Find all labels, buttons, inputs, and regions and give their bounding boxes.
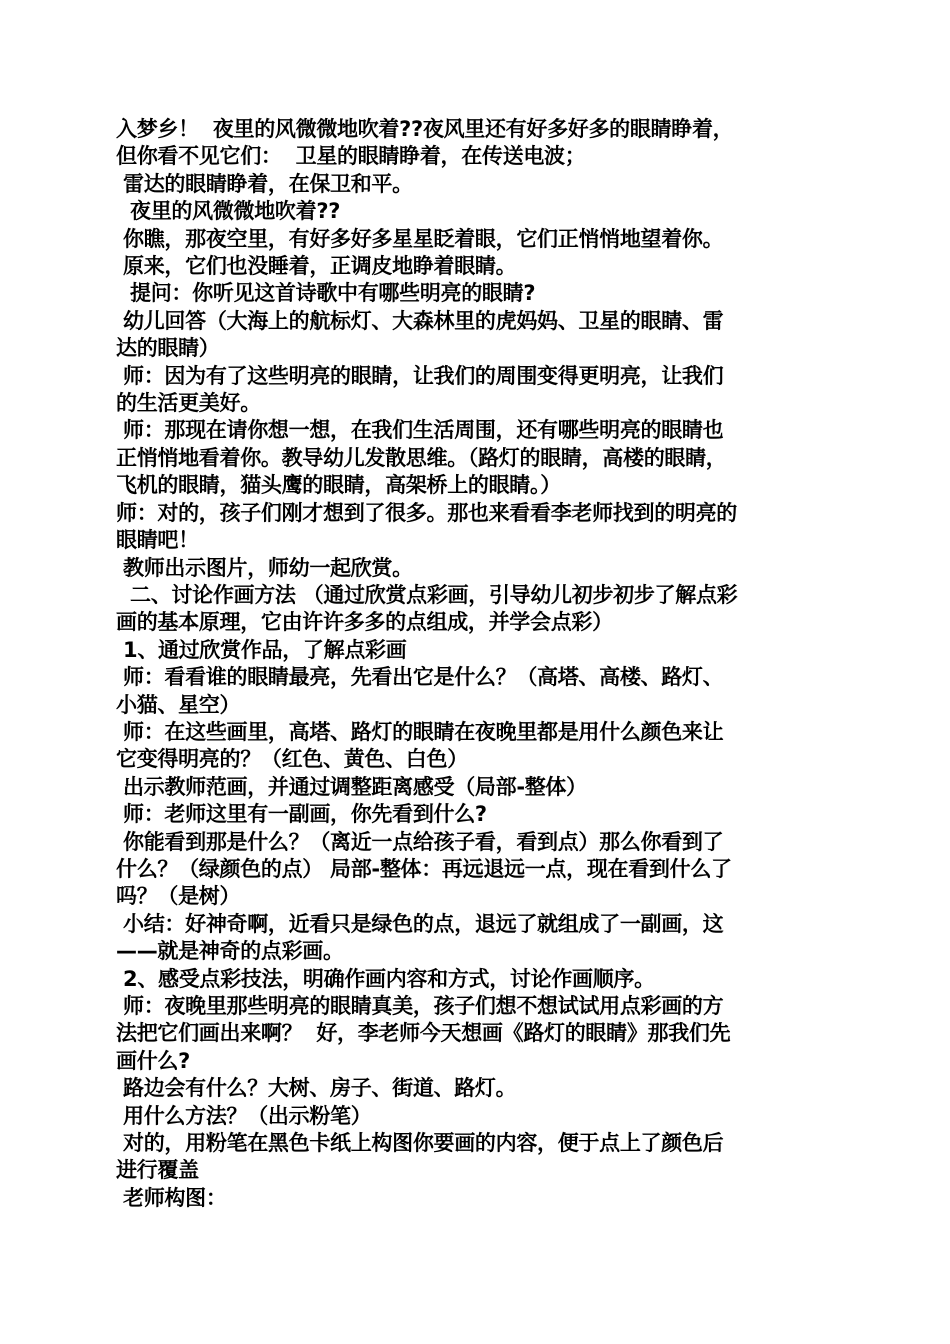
text-line: 原来，它们也没睡着，正调皮地睁着眼睛。 [116,254,517,279]
text-line: 进行覆盖 [116,1158,199,1183]
document-body [116,116,828,1212]
text-line: 出示教师范画，并通过调整距离感受（局部-整体） [116,774,587,799]
text-line: 入梦乡！ 夜里的风微微地吹着??夜风里还有好多好多的眼睛睁着， [116,117,734,141]
text-line: 用什么方法？（出示粉笔） [116,1103,372,1128]
text-line: 师：对的，孩子们刚才想到了很多。那也来看看李老师找到的明亮的 [116,500,737,525]
text-line: 提问：你听见这首诗歌中有哪些明亮的眼睛? [116,281,536,306]
text-line: 幼儿回答（大海上的航标灯、大森林里的虎妈妈、卫星的眼睛、雷 [116,308,724,333]
text-line: 正悄悄地看着你。教导幼儿发散思维。（路灯的眼睛，高楼的眼睛， [116,445,727,470]
text-line: 画的基本原理，它由许许多多的点组成，并学会点彩） [116,610,613,635]
text-line: 达的眼睛） [116,336,220,361]
text-line: 教师出示图片，师幼一起欣赏。 [116,555,413,580]
text-line: 法把它们画出来啊？ 好，李老师今天想画《路灯的眼睛》那我们先 [116,1021,731,1046]
text-line: 师：那现在请你想一想，在我们生活周围，还有哪些明亮的眼睛也 [116,418,724,443]
text-line: 雷达的眼睛睁着，在保卫和平。 [116,171,413,196]
text-line: 眼睛吧！ [116,528,199,553]
text-line: 小猫、星空） [116,692,241,717]
text-line: 1、通过欣赏作品，了解点彩画 [116,637,407,662]
text-line: 路边会有什么？大树、房子、街道、路灯。 [116,1076,517,1101]
text-line: 师：夜晚里那些明亮的眼睛真美，孩子们想不想试试用点彩画的方 [116,994,724,1018]
text-line: 它变得明亮的？（红色、黄色、白色） [116,747,468,772]
text-line: 画什么? [116,1048,190,1073]
text-line: 吗？（是树） [116,884,241,909]
text-line: 师：看看谁的眼睛最亮，先看出它是什么？（高塔、高楼、路灯、 [116,665,724,690]
text-line: 对的，用粉笔在黑色卡纸上构图你要画的内容，便于点上了颜色后 [116,1131,724,1156]
text-line: 你瞧，那夜空里，有好多好多星星眨着眼，它们正悄悄地望着你。 [116,226,724,251]
text-line: 小结：好神奇啊，近看只是绿色的点，退远了就组成了一副画，这 [116,911,724,936]
text-line: 你能看到那是什么？（离近一点给孩子看，看到点）那么你看到了 [116,829,724,854]
text-line: 夜里的风微微地吹着?? [116,199,341,224]
text-line: 什么？（绿颜色的点） 局部-整体：再远退远一点，现在看到什么了 [116,856,732,881]
text-line: 二、讨论作画方法 （通过欣赏点彩画，引导幼儿初步初步了解点彩 [116,582,738,607]
text-line: 飞机的眼睛，猫头鹰的眼睛，高架桥上的眼睛。） [116,473,561,498]
text-line: ——就是神奇的点彩画。 [116,939,344,964]
text-line: 的生活更美好。 [116,391,261,416]
text-line: 师：在这些画里，高塔、路灯的眼睛在夜晚里都是用什么颜色来让 [116,719,724,744]
text-line: 师：老师这里有一副画，你先看到什么? [116,802,487,827]
text-line: 但你看不见它们： 卫星的眼睛睁着，在传送电波； [116,144,586,169]
text-line: 2、感受点彩技法，明确作画内容和方式，讨论作画顺序。 [116,966,655,991]
text-line: 师：因为有了这些明亮的眼睛，让我们的周围变得更明亮，让我们 [116,363,724,388]
text-line: 老师构图： [116,1185,227,1210]
